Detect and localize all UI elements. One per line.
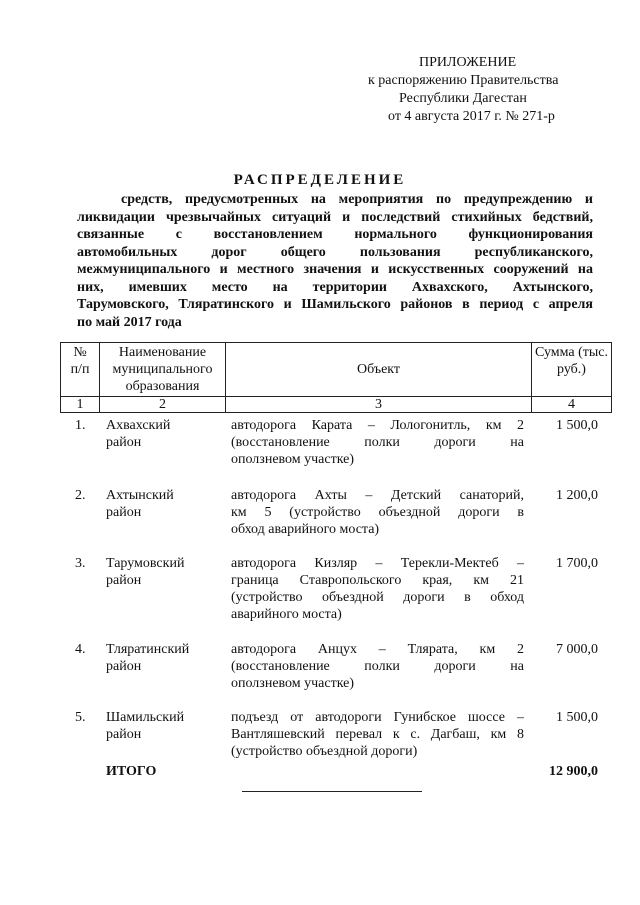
row-3-sum: 1 700,0: [556, 556, 598, 571]
header-num-text: № п/п: [70, 345, 90, 377]
object-line: автодорога Ахты – Детский санаторий,: [231, 488, 524, 503]
col-number-4: 4: [568, 397, 575, 412]
object-line: (устройство объездной дороги в обход: [231, 590, 524, 605]
row-1-district: [106, 417, 170, 451]
object-line: (восстановление полки дороги на: [231, 435, 524, 450]
row-2-num: 2.: [75, 488, 86, 503]
col-number-2: 2: [159, 397, 166, 412]
object-line: (устройство объездной дороги): [231, 744, 418, 759]
district-line: Тарумовский: [106, 556, 185, 571]
district-line: район: [106, 727, 142, 742]
subtitle-line: ликвидации чрезвычайных ситуаций и последствий стихийных бедствий,: [77, 209, 593, 225]
header-object: Объект: [356, 362, 401, 377]
appendix-reference: к распоряжению Правительства: [368, 73, 559, 88]
row-4-sum: 7 000,0: [556, 642, 598, 657]
district-line: район: [106, 435, 142, 450]
object-line: аварийного моста): [231, 607, 342, 622]
district-line: Ахтынский: [106, 488, 174, 503]
row-5-district: [106, 709, 184, 743]
object-line: автодорога Карата – Лологонитль, км 2: [231, 418, 524, 433]
subtitle-line: по май 2017 года: [77, 314, 182, 330]
row-4-object: [231, 641, 524, 692]
subtitle-line: межмуниципального и местного значения и искусственных сооружений на: [77, 262, 593, 277]
row-1-object: [231, 417, 524, 468]
row-4-num: 4.: [75, 642, 86, 657]
table-border-right: [611, 342, 612, 412]
document-subtitle: [77, 191, 593, 331]
row-5-num: 5.: [75, 710, 86, 725]
document-title: РАСПРЕДЕЛЕНИЕ: [233, 172, 407, 188]
col-number-3: 3: [375, 397, 382, 412]
district-line: Тляратинский: [106, 642, 190, 657]
row-4-district: [106, 641, 189, 675]
row-3-num: 3.: [75, 556, 86, 571]
district-line: район: [106, 573, 142, 588]
subtitle-line: Тарумовского, Тляратинского и Шамильского районов в период с апреля: [77, 297, 593, 312]
table-border-top: [60, 342, 612, 343]
object-line: Вантляшевский перевал к с. Дагбаш, км 8: [231, 727, 524, 742]
header-sum: [532, 344, 611, 378]
header-sum-text: Сумма (тыс. руб.): [534, 345, 609, 377]
row-1-num: 1.: [75, 418, 86, 433]
appendix-republic: Республики Дагестан: [399, 91, 527, 106]
subtitle-line: средств, предусмотренных на мероприятия по предупреждению и: [121, 192, 593, 207]
object-line: (восстановление полки дороги на: [231, 659, 524, 674]
row-3-district: [106, 555, 184, 589]
object-line: граница Ставропольского края, км 21: [231, 573, 524, 588]
appendix-title: ПРИЛОЖЕНИЕ: [419, 55, 517, 70]
object-line: оползневом участке): [231, 676, 355, 691]
row-2-district: [106, 487, 174, 521]
col-number-1: 1: [76, 397, 84, 412]
row-2-object: [231, 487, 524, 538]
row-3-object: [231, 555, 524, 623]
total-value: 12 900,0: [549, 764, 598, 779]
object-line: обход аварийного моста): [231, 522, 380, 537]
subtitle-line: автомобильных дорог общего пользования республиканского,: [77, 244, 593, 260]
subtitle-line: связанные с восстановлением нормального функционирования: [77, 227, 593, 242]
row-5-sum: 1 500,0: [556, 710, 598, 725]
object-line: оползневом участке): [231, 452, 355, 467]
district-line: Ахвахский: [106, 418, 171, 433]
subtitle-line: них, имевших место на территории Ахвахского, Ахтынского,: [77, 279, 593, 295]
row-2-sum: 1 200,0: [556, 488, 598, 503]
header-municipality: Наименование муниципального образования: [112, 345, 213, 394]
closing-rule: [242, 791, 422, 792]
header-num: [61, 344, 99, 378]
object-line: автодорога Кизляр – Терекли-Мектеб –: [231, 556, 524, 571]
row-1-sum: 1 500,0: [556, 418, 598, 433]
total-label: ИТОГО: [106, 764, 157, 779]
object-line: автодорога Анцух – Тлярата, км 2: [231, 642, 524, 657]
appendix-date: от 4 августа 2017 г. № 271-р: [388, 109, 555, 124]
district-line: район: [106, 505, 142, 520]
district-line: Шамильский: [106, 710, 185, 725]
row-5-object: [231, 709, 524, 760]
district-line: район: [106, 659, 142, 674]
object-line: подъезд от автодороги Гунибское шоссе –: [231, 710, 524, 725]
object-line: км 5 (устройство объездной дороги в: [231, 505, 524, 520]
